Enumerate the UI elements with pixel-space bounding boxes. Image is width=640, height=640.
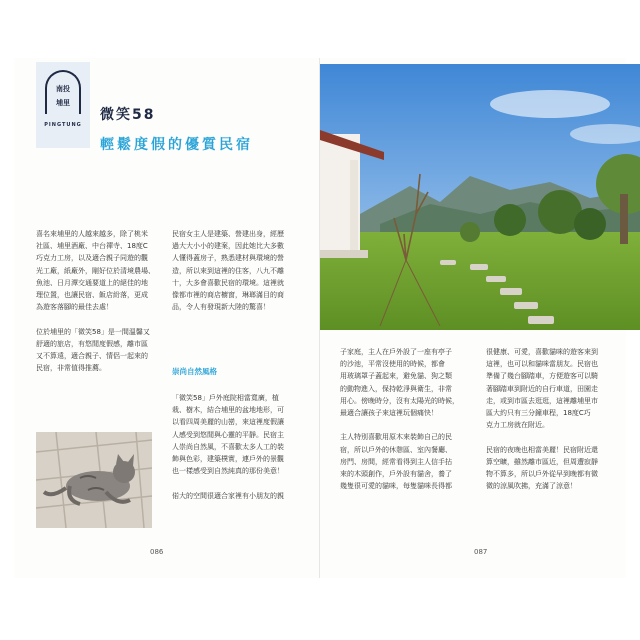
text-line: 也一樣感受到自然純真的那份美意！ — [172, 467, 284, 476]
text-line: 的動物進入，保持乾淨與衛生，非常 — [340, 384, 452, 393]
text-line: 十，大多會喜歡民宿的環境。這裡就 — [172, 278, 284, 287]
cat-illustration — [36, 432, 152, 528]
text-line: 品，令人有發現新大陸的驚喜！ — [172, 303, 270, 312]
location-badge — [36, 62, 90, 148]
cat-photo — [36, 432, 152, 528]
text-line: 用心。傍晚時分，沒有太陽光的時候， — [340, 396, 459, 405]
badge-place: 南投 — [56, 85, 70, 93]
badge-sub: 埔里 — [56, 99, 70, 107]
text-line: 主人特別喜歡用原木來裝飾自己的民 — [340, 433, 452, 442]
text-line: 很健康、可愛，喜歡貓咪的遊客來到 — [486, 348, 598, 356]
text-line: 喜名來埔里的人越來越多，除了桃米 — [36, 230, 148, 238]
left-column-2b — [172, 392, 284, 502]
right-column-2 — [486, 346, 598, 492]
text-line: 社區、埔里酒廠、中台禪寺、18度C — [36, 242, 148, 251]
text-line — [340, 419, 459, 431]
text-line — [36, 313, 155, 325]
text-line: 巧克力工房，以及適合親子同遊的觀 — [36, 254, 148, 263]
article-title: 微笑58 — [100, 107, 156, 123]
right-column-1 — [340, 346, 459, 492]
garden-landscape — [320, 64, 640, 330]
text-line: 民宿女主人是建築、營建出身，經歷 — [172, 230, 284, 238]
text-line: 舒適的旅店，有悠閒度假感，離市區 — [36, 339, 148, 348]
text-line: 偌大的空間很適合家裡有小朋友的親 — [172, 491, 284, 500]
text-line: 最適合讓孩子來這裡玩個痛快！ — [340, 409, 438, 418]
text-line: 子家庭，主人在戶外設了一座有亭子 — [340, 348, 452, 356]
text-line: 為遊客落腳的最佳去處！ — [36, 303, 113, 312]
text-line: 物不算多，所以戶外從早到晚都有微 — [486, 470, 598, 479]
text-line: 房門、房間，經常看得到主人信手拈 — [340, 457, 452, 466]
article-subtitle: 輕鬆度假的優質民宿 — [100, 137, 253, 153]
text-line: 人崇尚自然風，不喜歡太多人工的裝 — [172, 442, 284, 451]
text-line — [486, 431, 598, 443]
text-line: 造，所以來到這裡的住客，八九不離 — [172, 266, 284, 275]
text-line: 來的木頭創作，戶外設有貓舍，養了 — [340, 470, 452, 479]
left-column-1 — [36, 228, 155, 374]
text-line: 宿，所以戶外的休憩區、室內餐廳、 — [340, 445, 452, 454]
text-line: 微的涼風吹拂，充滿了涼意！ — [486, 482, 577, 491]
page-number-right: 087 — [474, 548, 488, 556]
badge-english: PINGTUNG — [44, 122, 82, 128]
text-line: 走，或到市區去逛逛，這裡離埔里市 — [486, 396, 598, 405]
text-line: 以看四周美麗的山巒，來這裡度假讓 — [172, 418, 284, 427]
text-line: 過大大小小的建案，因此她比大多數 — [172, 242, 284, 251]
garden-photo — [320, 64, 640, 330]
text-line: 用玻璃罩子蓋起來，避免貓、狗之類 — [340, 372, 452, 381]
text-line: 人感受到悠閒與心靈的平靜。民宿主 — [172, 430, 284, 439]
text-line: 理位置，也讓民宿、飯店紛落，更成 — [36, 291, 148, 300]
text-line: 又不算遠，適合親子、情侶一起來的 — [36, 352, 148, 361]
text-line: 區大約只有三分鐘車程，18度C巧 — [486, 409, 591, 418]
text-line: 「微笑58」戶外庭院相當寬廣，植 — [172, 394, 279, 402]
text-line: 克力工房就在附近。 — [486, 421, 549, 430]
text-line: 飾與色彩，建築樸實，連戶外的景觀 — [172, 455, 284, 464]
text-line: 魚池、日月潭交通要道上的絕佳的地 — [36, 278, 148, 287]
text-line: 光工廠，紙廠外，剛好位於清境農場、 — [36, 266, 155, 275]
text-line — [172, 477, 284, 489]
section-heading: 崇尚自然風格 — [172, 367, 217, 376]
text-line: 這裡，也可以和貓咪當朋友。民宿也 — [486, 360, 598, 369]
text-line: 的沙池，平常沒使用的時候，都會 — [340, 360, 445, 369]
text-line: 栽、樹木，結合埔里的盆地地形，可 — [172, 406, 284, 415]
text-line: 民宿，非常值得推薦。 — [36, 364, 106, 373]
left-column-2 — [172, 228, 284, 313]
text-line: 準備了幾台腳踏車，方便遊客可以騎 — [486, 372, 598, 381]
text-line: 算空曠，雖然離市區近，但周遭寂靜 — [486, 457, 598, 466]
text-line: 人懂得蓋房子，熟悉建材與環境的營 — [172, 254, 284, 263]
text-line: 民宿的夜晚也相當美麗！民宿附近還 — [486, 445, 598, 454]
text-line: 像都市裡的商店櫥窗，琳瑯滿目的商 — [172, 291, 284, 300]
page-number-left: 086 — [150, 548, 164, 556]
text-line: 著腳踏車到附近的自行車道，田園走 — [486, 384, 598, 393]
text-line: 幾隻很可愛的貓咪，每隻貓咪長得都 — [340, 482, 452, 491]
text-line: 位於埔里的「微笑58」是一間溫馨又 — [36, 327, 150, 336]
